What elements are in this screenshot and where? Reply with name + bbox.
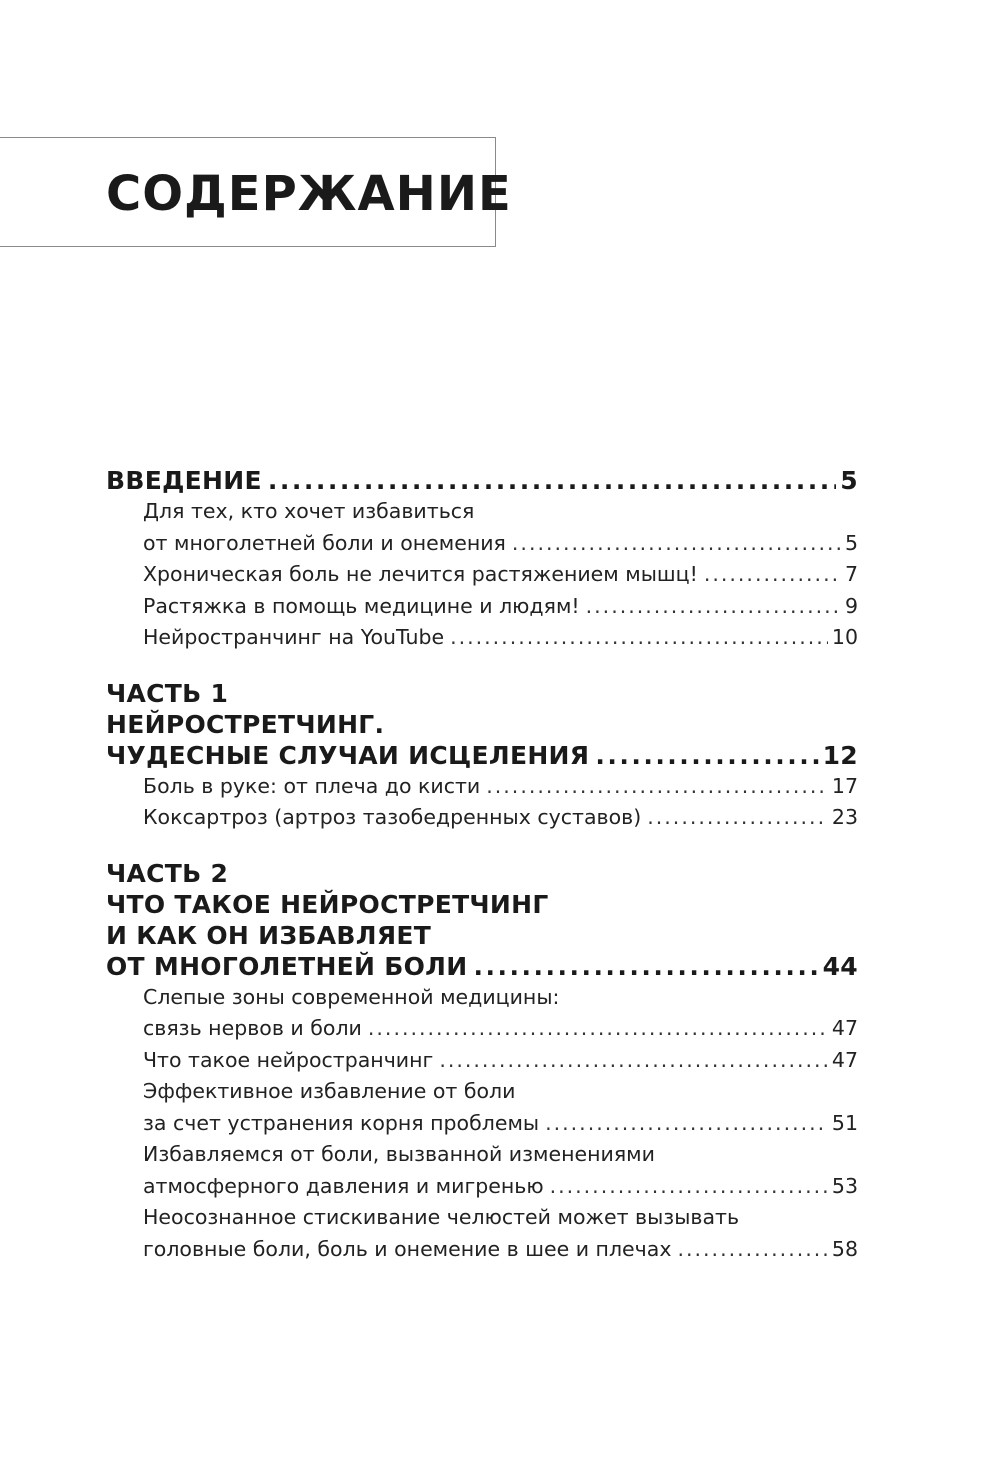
toc-section: [106, 678, 858, 834]
toc-entry-row: [143, 559, 858, 591]
toc-entry[interactable]: [106, 802, 858, 834]
toc-entry-row: [143, 802, 858, 834]
page-number: 5: [844, 530, 858, 555]
page-number: 53: [831, 1173, 858, 1198]
page-number: 7: [844, 562, 858, 586]
dot-leader: [368, 1013, 828, 1045]
section-heading-text: ЧУДЕСНЫЕ СЛУЧАИ ИСЦЕЛЕНИЯ: [106, 740, 590, 770]
section-heading-text: ВВЕДЕНИЕ: [106, 466, 262, 495]
toc-entry[interactable]: [106, 1202, 858, 1265]
section-heading[interactable]: [106, 465, 858, 496]
page-number: 58: [831, 1236, 858, 1261]
dot-leader: [486, 771, 828, 803]
toc-entry[interactable]: [106, 982, 858, 1045]
dot-leader: [704, 559, 841, 591]
toc-entry-text: головные боли, боль и онемение в шее и плечах: [143, 1236, 672, 1261]
dot-leader: [595, 740, 818, 771]
toc-entry-row: [143, 1108, 858, 1140]
page-number: 51: [831, 1110, 858, 1135]
toc-entry-line: Избавляемся от боли, вызванной изменениями: [143, 1142, 655, 1166]
dot-leader: [450, 622, 828, 654]
section-heading[interactable]: [106, 740, 858, 771]
page-number: 47: [831, 1047, 858, 1072]
toc-section: [106, 465, 858, 654]
page-number: 10: [831, 625, 858, 649]
toc-entry-row: [143, 1013, 858, 1045]
toc-entry[interactable]: [106, 771, 858, 803]
toc-entry-line: Слепые зоны современной медицины:: [143, 984, 560, 1009]
toc-entry-line: Эффективное избавление от боли: [143, 1079, 516, 1103]
toc-entry-text: Хроническая боль не лечится растяжением мышц!: [143, 562, 698, 586]
toc-entry-row: [143, 622, 858, 654]
section-heading[interactable]: [106, 951, 858, 982]
section-heading-line: НЕЙРОСТРЕТЧИНГ.: [106, 709, 385, 739]
toc-entry-row: [143, 528, 858, 560]
toc-entry[interactable]: [106, 1139, 858, 1202]
section-heading-line: ЧАСТЬ 2: [106, 858, 229, 888]
toc-entry[interactable]: [106, 1045, 858, 1077]
page-number: 5: [840, 466, 858, 495]
section-heading-line: И КАК ОН ИЗБАВЛЯЕТ: [106, 920, 432, 950]
toc-entry-line: Неосознанное стискивание челюстей может вызывать: [143, 1205, 740, 1229]
table-of-contents: [106, 465, 858, 1265]
toc-entry-text: Растяжка в помощь медицине и людям!: [143, 593, 580, 618]
toc-entry-text: атмосферного давления и мигренью: [143, 1173, 544, 1198]
toc-entry[interactable]: [106, 559, 858, 591]
toc-entry-text: Боль в руке: от плеча до кисти: [143, 773, 481, 798]
toc-entry-text: Что такое нейространчинг: [143, 1047, 434, 1072]
section-heading-text: ОТ МНОГОЛЕТНЕЙ БОЛИ: [106, 951, 468, 981]
page-number: 9: [844, 593, 858, 618]
toc-entry[interactable]: [106, 622, 858, 654]
toc-entry-row: [143, 1234, 858, 1266]
page-number: 12: [822, 740, 858, 770]
dot-leader: [550, 1171, 828, 1203]
page-number: 44: [822, 951, 858, 981]
page-number: 23: [831, 805, 858, 829]
toc-entry-text: связь нервов и боли: [143, 1016, 362, 1040]
page-title: СОДЕРЖАНИЕ: [106, 166, 512, 222]
dot-leader: [512, 528, 841, 560]
toc-entry-line: Для тех, кто хочет избавиться: [143, 499, 475, 523]
section-heading-line: ЧТО ТАКОЕ НЕЙРОСТРЕТЧИНГ: [106, 889, 549, 919]
toc-entry-text: Коксартроз (артроз тазобедренных суставов): [143, 805, 642, 829]
toc-entry-text: от многолетней боли и онемения: [143, 530, 506, 555]
dot-leader: [647, 802, 828, 834]
toc-entry-row: [143, 1171, 858, 1203]
toc-entry-row: [143, 771, 858, 803]
toc-entry-row: [143, 1045, 858, 1077]
toc-entry-row: [143, 591, 858, 623]
toc-entry[interactable]: [106, 591, 858, 623]
dot-leader: [545, 1108, 828, 1140]
dot-leader: [439, 1045, 828, 1077]
toc-section: [106, 858, 858, 1266]
toc-entry-text: за счет устранения корня проблемы: [143, 1110, 540, 1135]
toc-entry[interactable]: [106, 1076, 858, 1139]
dot-leader: [473, 951, 818, 982]
dot-leader: [268, 465, 836, 496]
toc-entry[interactable]: [106, 496, 858, 559]
section-heading-line: ЧАСТЬ 1: [106, 678, 229, 708]
page-number: 17: [831, 773, 858, 798]
page-number: 47: [831, 1016, 858, 1040]
dot-leader: [677, 1234, 827, 1266]
toc-entry-text: Нейространчинг на YouTube: [143, 625, 445, 649]
dot-leader: [586, 591, 841, 623]
